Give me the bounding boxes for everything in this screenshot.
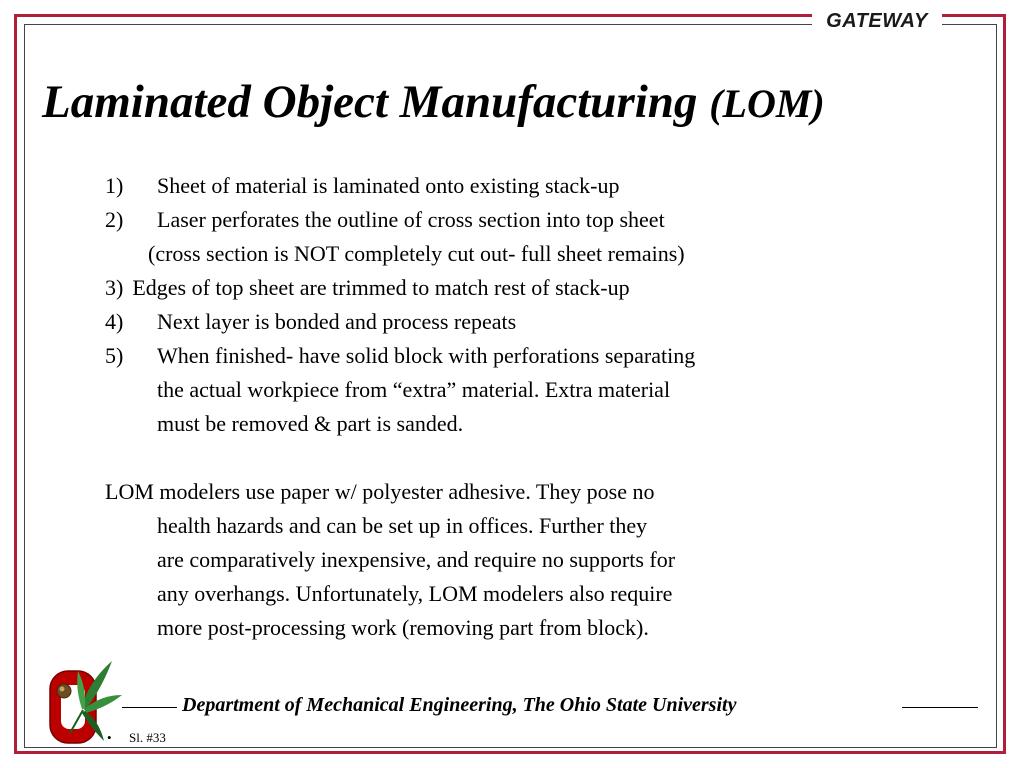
list-item	[105, 169, 905, 203]
department-name: Department of Mechanical Engineering, The Ohio State University	[182, 694, 737, 716]
footer	[120, 690, 982, 720]
slide-number	[107, 729, 166, 747]
footer-rule-left	[122, 707, 177, 708]
slide-number-text: Sl. #33	[129, 730, 166, 745]
list-item	[105, 339, 905, 373]
slide-title	[42, 72, 825, 134]
bullet: •	[107, 730, 112, 745]
step-number: 2)	[105, 207, 124, 232]
step-continuation: the actual workpiece from “extra” material. Extra material	[157, 377, 671, 402]
slide-body	[105, 169, 905, 645]
step-number: 1)	[105, 173, 124, 198]
brand-label: GATEWAY	[812, 8, 942, 34]
step-number: 5)	[105, 343, 124, 368]
summary-paragraph	[105, 475, 905, 645]
paragraph-line: health hazards and can be set up in offices. Further they	[157, 513, 648, 538]
step-number: 4)	[105, 309, 124, 334]
paragraph-line: any overhangs. Unfortunately, LOM modelers also require	[157, 581, 673, 606]
step-text: Sheet of material is laminated onto existing stack-up	[157, 173, 620, 198]
step-text: Edges of top sheet are trimmed to match rest of stack-up	[132, 275, 630, 300]
buckeye-nut-icon	[57, 684, 71, 698]
title-abbr: (LOM)	[709, 81, 825, 126]
title-main: Laminated Object Manufacturing	[42, 76, 698, 128]
list-item	[105, 305, 905, 339]
step-text: When finished- have solid block with perforations separating	[157, 343, 696, 368]
step-continuation: (cross section is NOT completely cut out- full sheet remains)	[148, 241, 685, 266]
step-continuation: must be removed & part is sanded.	[157, 411, 464, 436]
step-list	[105, 169, 905, 441]
list-item	[105, 271, 905, 305]
footer-rule-right	[902, 707, 978, 708]
paragraph-line: more post-processing work (removing part from block).	[157, 615, 649, 640]
list-item	[105, 203, 905, 237]
step-text: Laser perforates the outline of cross section into top sheet	[157, 207, 665, 232]
step-number: 3)	[105, 275, 124, 300]
step-text: Next layer is bonded and process repeats	[157, 309, 517, 334]
paragraph-line: are comparatively inexpensive, and require no supports for	[157, 547, 676, 572]
paragraph-line: LOM modelers use paper w/ polyester adhesive. They pose no	[105, 479, 655, 504]
